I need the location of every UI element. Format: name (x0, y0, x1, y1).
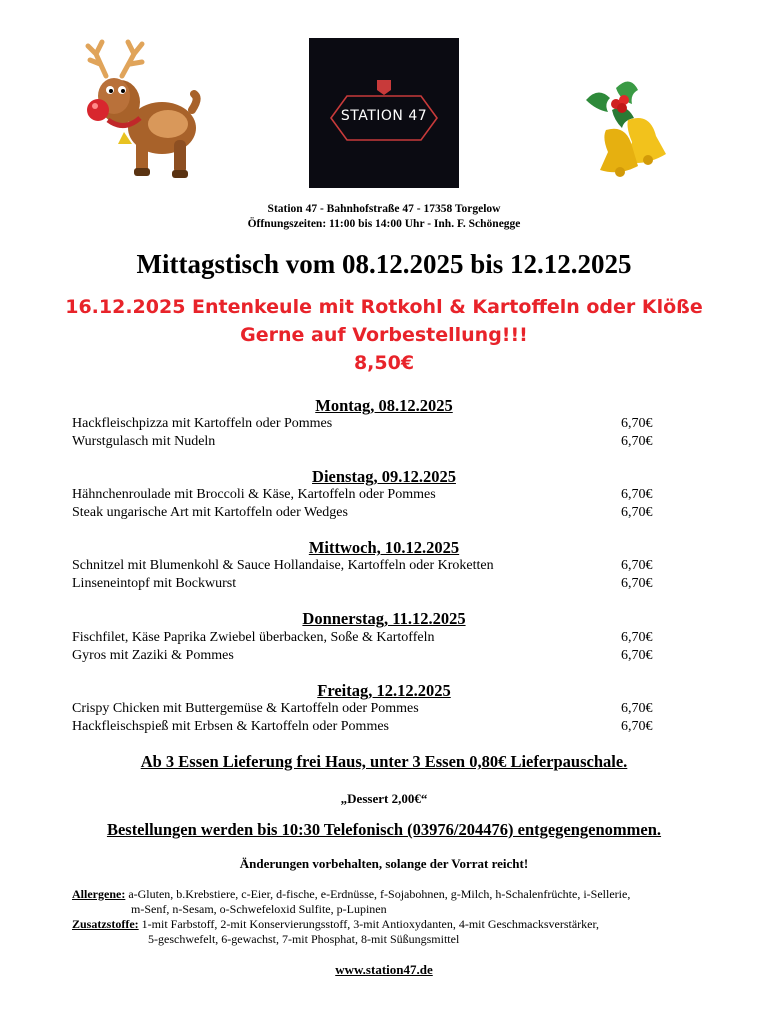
additives-text-2: 5-geschwefelt, 6-gewachst, 7-mit Phosphat, 8-mit Süßungsmittel (148, 932, 460, 946)
website-link[interactable]: www.station47.de (335, 962, 433, 977)
dish-price: 6,70€ (621, 558, 653, 573)
dish-name: Linseneintopf mit Bockwurst (72, 576, 237, 591)
dish-price: 6,70€ (621, 630, 653, 645)
dish-name: Hackfleischpizza mit Kartoffeln oder Pommes (72, 416, 333, 431)
dish-name: Crispy Chicken mit Buttergemüse & Kartoffeln oder Pommes (72, 701, 419, 716)
allergens-text: a-Gluten, b.Krebstiere, c-Eier, d-fische, e-Erdnüsse, f-Sojabohnen, g-Milch, h-Schalenfrüchte, i-Sellerie, (128, 887, 631, 901)
dish-name: Wurstgulasch mit Nudeln (72, 434, 216, 449)
special-price: 8,50€ (353, 352, 415, 374)
preorder-note: Gerne auf Vorbestellung!!! (240, 324, 528, 346)
dessert-note: „Dessert 2,00€“ (340, 791, 428, 806)
dish-price: 6,70€ (621, 434, 653, 449)
opening-hours: Öffnungszeiten: 11:00 bis 14:00 Uhr - Inh. F. Schönegge (247, 218, 521, 230)
dish-price: 6,70€ (621, 719, 653, 734)
dish-price: 6,70€ (621, 648, 653, 663)
dish-name: Steak ungarische Art mit Kartoffeln oder Wedges (72, 505, 348, 520)
day-heading-wednesday: Mittwoch, 10.12.2025 (308, 538, 460, 557)
special-offer-line: 16.12.2025 Entenkeule mit Rotkohl & Kartoffeln oder Klöße (65, 296, 703, 318)
dish-name: Hähnchenroulade mit Broccoli & Käse, Kartoffeln oder Pommes (72, 487, 436, 502)
changes-note: Änderungen vorbehalten, solange der Vorrat reicht! (239, 856, 529, 871)
additives-line-1 (72, 917, 712, 932)
address-line: Station 47 - Bahnhofstraße 47 - 17358 Torgelow (267, 203, 501, 215)
day-heading-tuesday: Dienstag, 09.12.2025 (312, 467, 456, 486)
station47-logo (309, 38, 459, 188)
page-title: Mittagstisch vom 08.12.2025 bis 12.12.2025 (136, 249, 632, 279)
orders-note: Bestellungen werden bis 10:30 Telefonisch (03976/204476) entgegengenommen. (106, 820, 662, 839)
dish-price: 6,70€ (621, 416, 653, 431)
christmas-bells-illustration (576, 70, 676, 182)
dish-name: Hackfleischspieß mit Erbsen & Kartoffeln oder Pommes (72, 719, 389, 734)
dish-name: Schnitzel mit Blumenkohl & Sauce Hollandaise, Kartoffeln oder Kroketten (72, 558, 494, 573)
dish-price: 6,70€ (621, 487, 653, 502)
reindeer-illustration (76, 36, 204, 182)
dish-price: 6,70€ (621, 701, 653, 716)
day-heading-monday: Montag, 08.12.2025 (315, 396, 453, 415)
allergens-label: Allergene: (72, 887, 126, 901)
allergens-text-2: m-Senf, n-Sesam, o-Schwefeloxid Sulfite, p-Lupinen (131, 902, 387, 916)
additives-label: Zusatzstoffe: (72, 917, 139, 931)
additives-text: 1-mit Farbstoff, 2-mit Konservierungsstoff, 3-mit Antioxydanten, 4-mit Geschmacksverstärker, (141, 917, 599, 931)
dish-price: 6,70€ (621, 505, 653, 520)
logo-text: STATION 47 (340, 108, 428, 124)
day-heading-thursday: Donnerstag, 11.12.2025 (302, 609, 466, 628)
dish-name: Gyros mit Zaziki & Pommes (72, 648, 234, 663)
day-heading-friday: Freitag, 12.12.2025 (317, 681, 451, 700)
allergens-line-1 (72, 887, 712, 902)
delivery-note: Ab 3 Essen Lieferung frei Haus, unter 3 Essen 0,80€ Lieferpauschale. (140, 752, 628, 771)
dish-price: 6,70€ (621, 576, 653, 591)
dish-name: Fischfilet, Käse Paprika Zwiebel überbacken, Soße & Kartoffeln (72, 630, 435, 645)
